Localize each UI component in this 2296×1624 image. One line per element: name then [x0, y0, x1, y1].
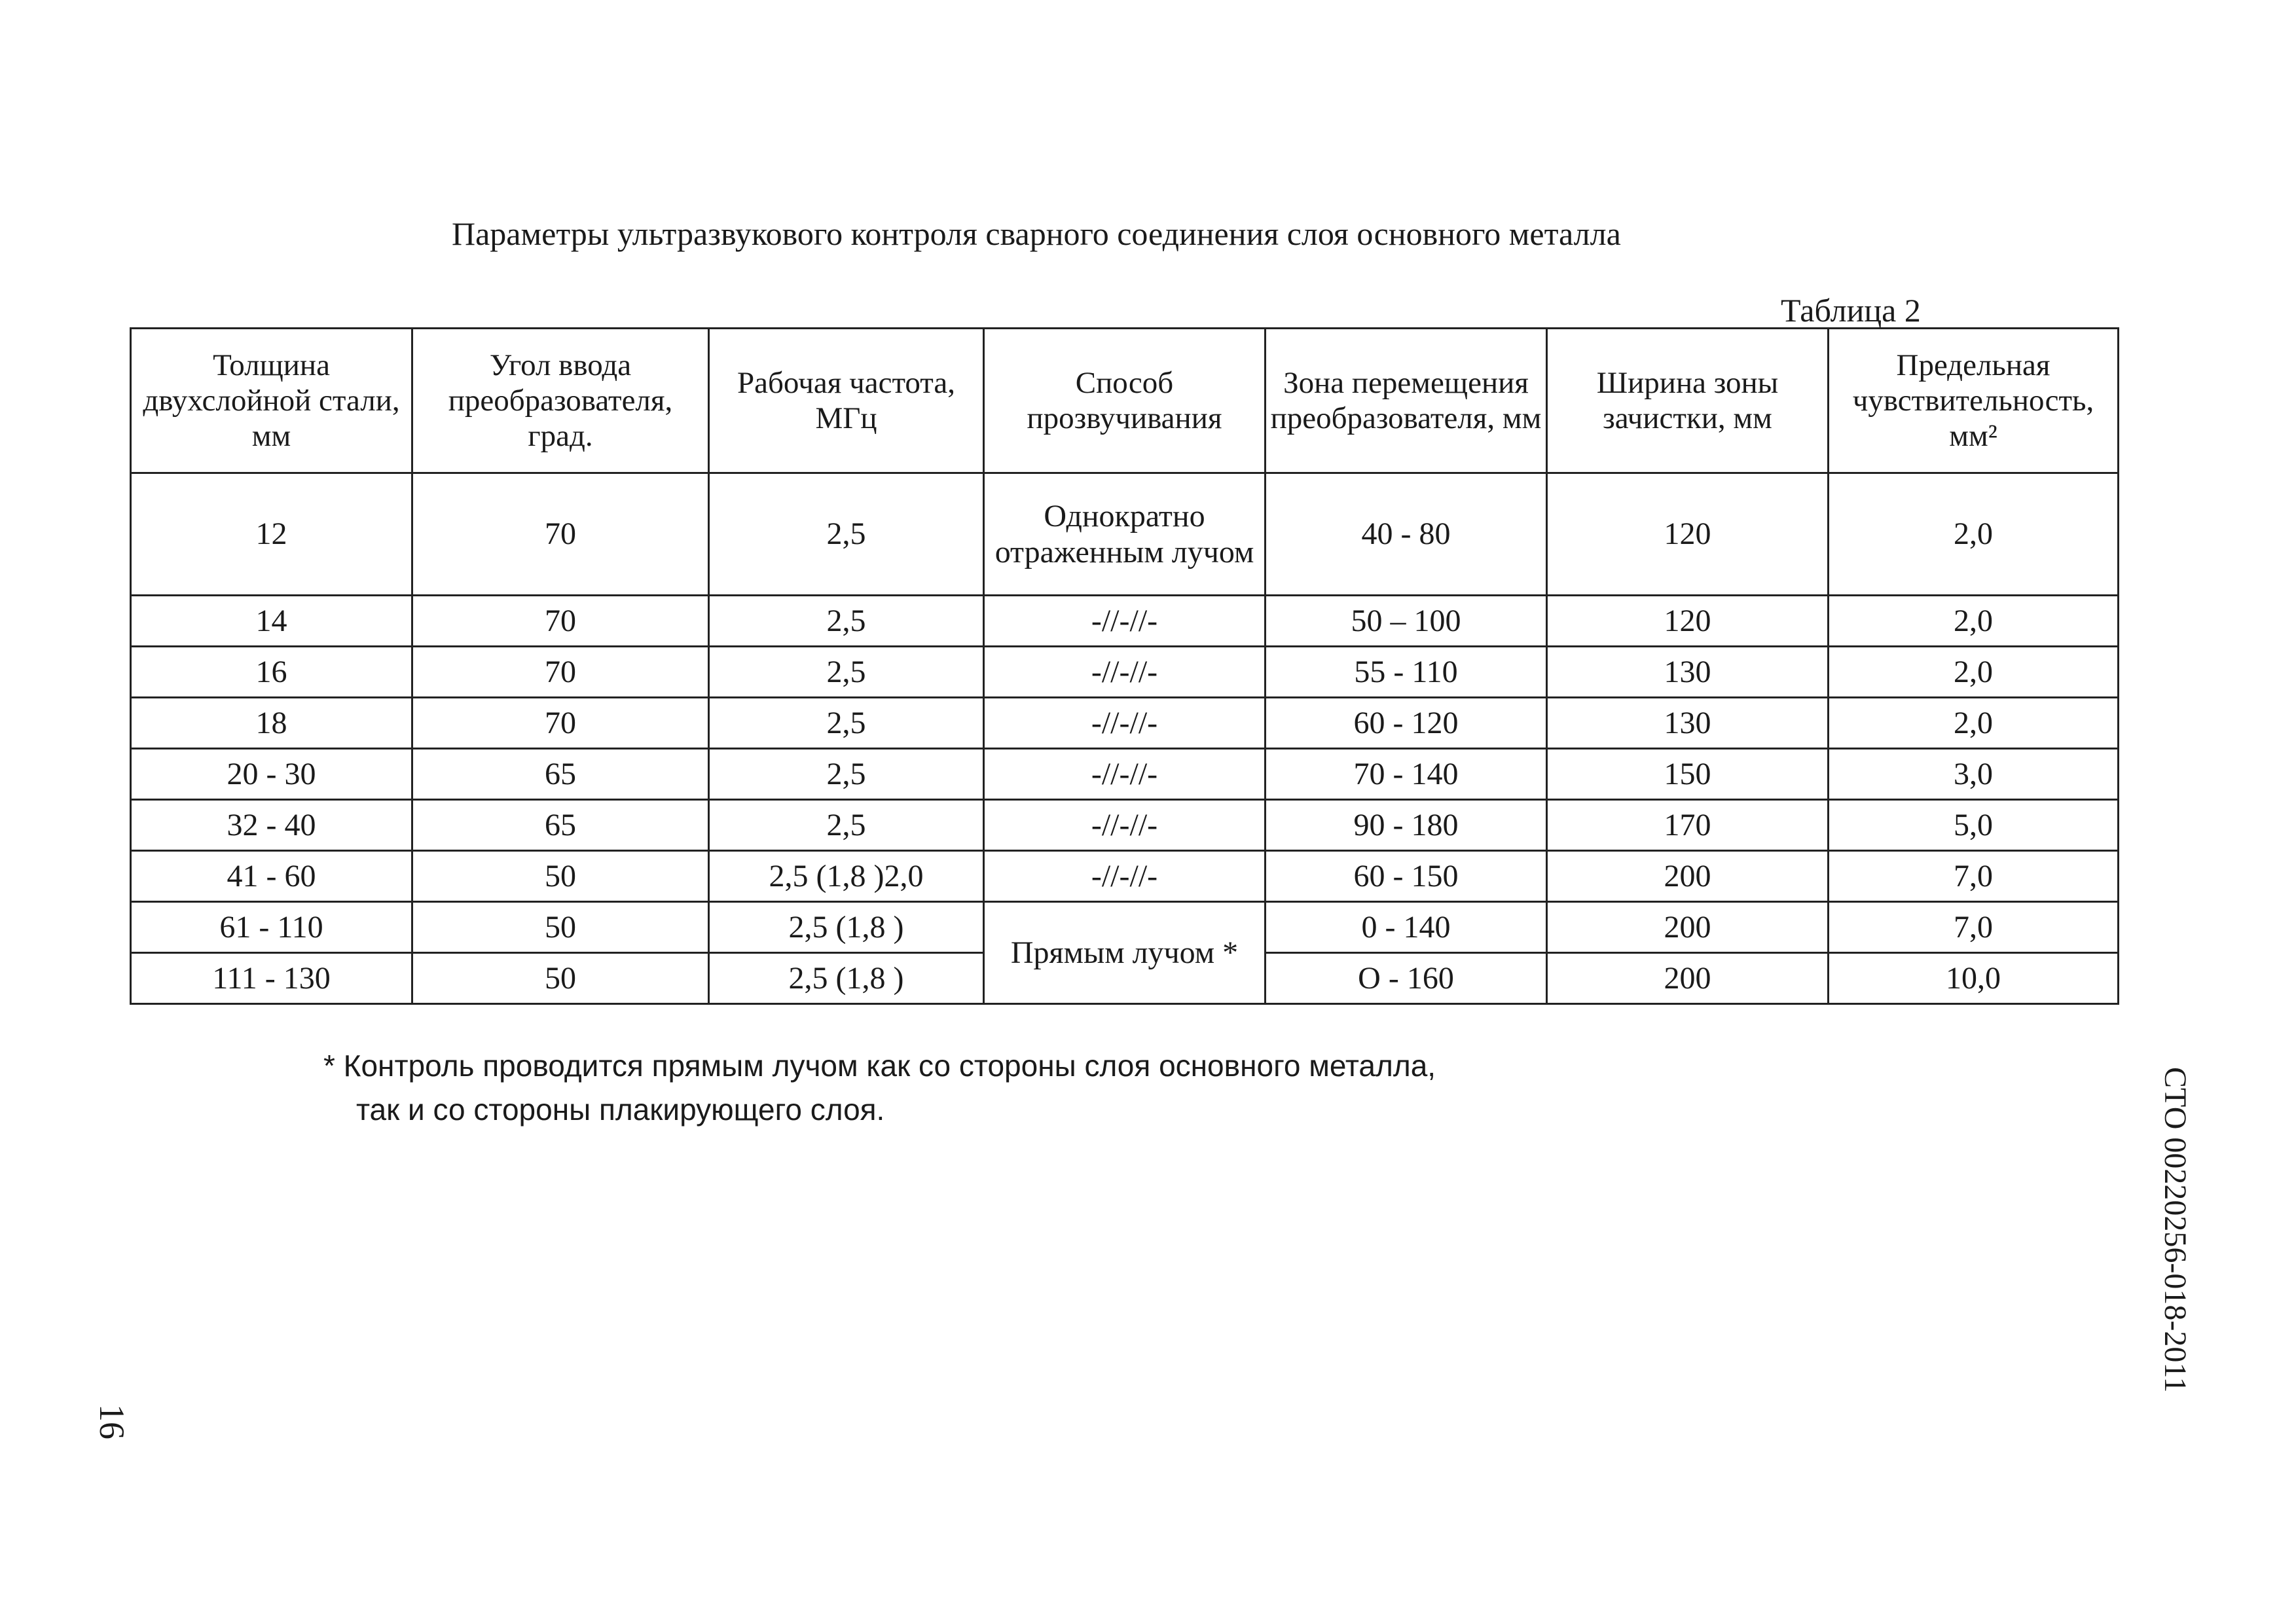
header-width: Ширина зоны зачистки, мм [1547, 329, 1829, 473]
cell-method: -//-//- [984, 698, 1266, 749]
table-number-label: Таблица 2 [1781, 292, 1921, 329]
cell-zone: 70 - 140 [1266, 749, 1547, 800]
cell-width: 130 [1547, 647, 1829, 698]
cell-width: 170 [1547, 800, 1829, 851]
table-row [131, 647, 2119, 698]
parameters-table [130, 327, 2119, 1005]
cell-thickness: 20 - 30 [131, 749, 412, 800]
header-zone: Зона перемещения преобразователя, мм [1266, 329, 1547, 473]
cell-width: 120 [1547, 596, 1829, 647]
cell-method: -//-//- [984, 596, 1266, 647]
cell-angle: 70 [412, 473, 709, 596]
cell-sensitivity: 2,0 [1829, 698, 2119, 749]
table-row [131, 596, 2119, 647]
cell-width: 200 [1547, 902, 1829, 953]
cell-angle: 65 [412, 800, 709, 851]
cell-method: Прямым лучом * [984, 902, 1266, 1004]
footnote-line-1: * Контроль проводится прямым лучом как со стороны слоя основного металла, [323, 1049, 1436, 1083]
cell-width: 200 [1547, 953, 1829, 1004]
cell-frequency: 2,5 (1,8 ) [709, 902, 984, 953]
cell-zone: 90 - 180 [1266, 800, 1547, 851]
cell-sensitivity: 7,0 [1829, 851, 2119, 902]
cell-thickness: 41 - 60 [131, 851, 412, 902]
header-sensitivity: Предельная чувствительность, мм² [1829, 329, 2119, 473]
cell-width: 150 [1547, 749, 1829, 800]
cell-frequency: 2,5 [709, 473, 984, 596]
table-title: Параметры ультразвукового контроля сварного соединения слоя основного металла [452, 215, 1621, 252]
cell-sensitivity: 2,0 [1829, 596, 2119, 647]
cell-width: 120 [1547, 473, 1829, 596]
cell-method: -//-//- [984, 800, 1266, 851]
cell-thickness: 18 [131, 698, 412, 749]
cell-width: 130 [1547, 698, 1829, 749]
cell-sensitivity: 5,0 [1829, 800, 2119, 851]
header-frequency: Рабочая частота, МГц [709, 329, 984, 473]
cell-sensitivity: 2,0 [1829, 473, 2119, 596]
cell-thickness: 12 [131, 473, 412, 596]
cell-angle: 70 [412, 698, 709, 749]
cell-method: -//-//- [984, 749, 1266, 800]
cell-method: Однократно отраженным лучом [984, 473, 1266, 596]
table-row [131, 902, 2119, 953]
cell-angle: 50 [412, 902, 709, 953]
cell-zone: О - 160 [1266, 953, 1547, 1004]
cell-frequency: 2,5 [709, 596, 984, 647]
cell-frequency: 2,5 (1,8 )2,0 [709, 851, 984, 902]
header-thickness: Толщина двухслойной стали, мм [131, 329, 412, 473]
cell-zone: 50 – 100 [1266, 596, 1547, 647]
cell-sensitivity: 10,0 [1829, 953, 2119, 1004]
cell-thickness: 14 [131, 596, 412, 647]
header-method: Способ прозвучивания [984, 329, 1266, 473]
cell-method: -//-//- [984, 851, 1266, 902]
table-row [131, 473, 2119, 596]
cell-sensitivity: 7,0 [1829, 902, 2119, 953]
cell-angle: 70 [412, 596, 709, 647]
cell-zone: 40 - 80 [1266, 473, 1547, 596]
table-row [131, 851, 2119, 902]
cell-thickness: 111 - 130 [131, 953, 412, 1004]
cell-angle: 50 [412, 953, 709, 1004]
footnote-line-2: так и со стороны плакирующего слоя. [356, 1092, 885, 1127]
cell-frequency: 2,5 (1,8 ) [709, 953, 984, 1004]
cell-thickness: 61 - 110 [131, 902, 412, 953]
cell-sensitivity: 2,0 [1829, 647, 2119, 698]
cell-zone: 0 - 140 [1266, 902, 1547, 953]
cell-frequency: 2,5 [709, 647, 984, 698]
cell-thickness: 32 - 40 [131, 800, 412, 851]
cell-zone: 60 - 150 [1266, 851, 1547, 902]
table-row [131, 800, 2119, 851]
cell-zone: 55 - 110 [1266, 647, 1547, 698]
cell-width: 200 [1547, 851, 1829, 902]
header-row [131, 329, 2119, 473]
cell-angle: 50 [412, 851, 709, 902]
header-angle: Угол ввода преобразователя, град. [412, 329, 709, 473]
cell-angle: 65 [412, 749, 709, 800]
table-footnote [323, 1044, 1436, 1131]
cell-thickness: 16 [131, 647, 412, 698]
cell-frequency: 2,5 [709, 749, 984, 800]
table-row [131, 698, 2119, 749]
cell-frequency: 2,5 [709, 698, 984, 749]
cell-frequency: 2,5 [709, 800, 984, 851]
cell-zone: 60 - 120 [1266, 698, 1547, 749]
page-number: 16 [92, 1404, 132, 1439]
document-code: СТО 00220256-018-2011 [2158, 1067, 2193, 1393]
cell-sensitivity: 3,0 [1829, 749, 2119, 800]
cell-method: -//-//- [984, 647, 1266, 698]
cell-angle: 70 [412, 647, 709, 698]
table-row [131, 749, 2119, 800]
